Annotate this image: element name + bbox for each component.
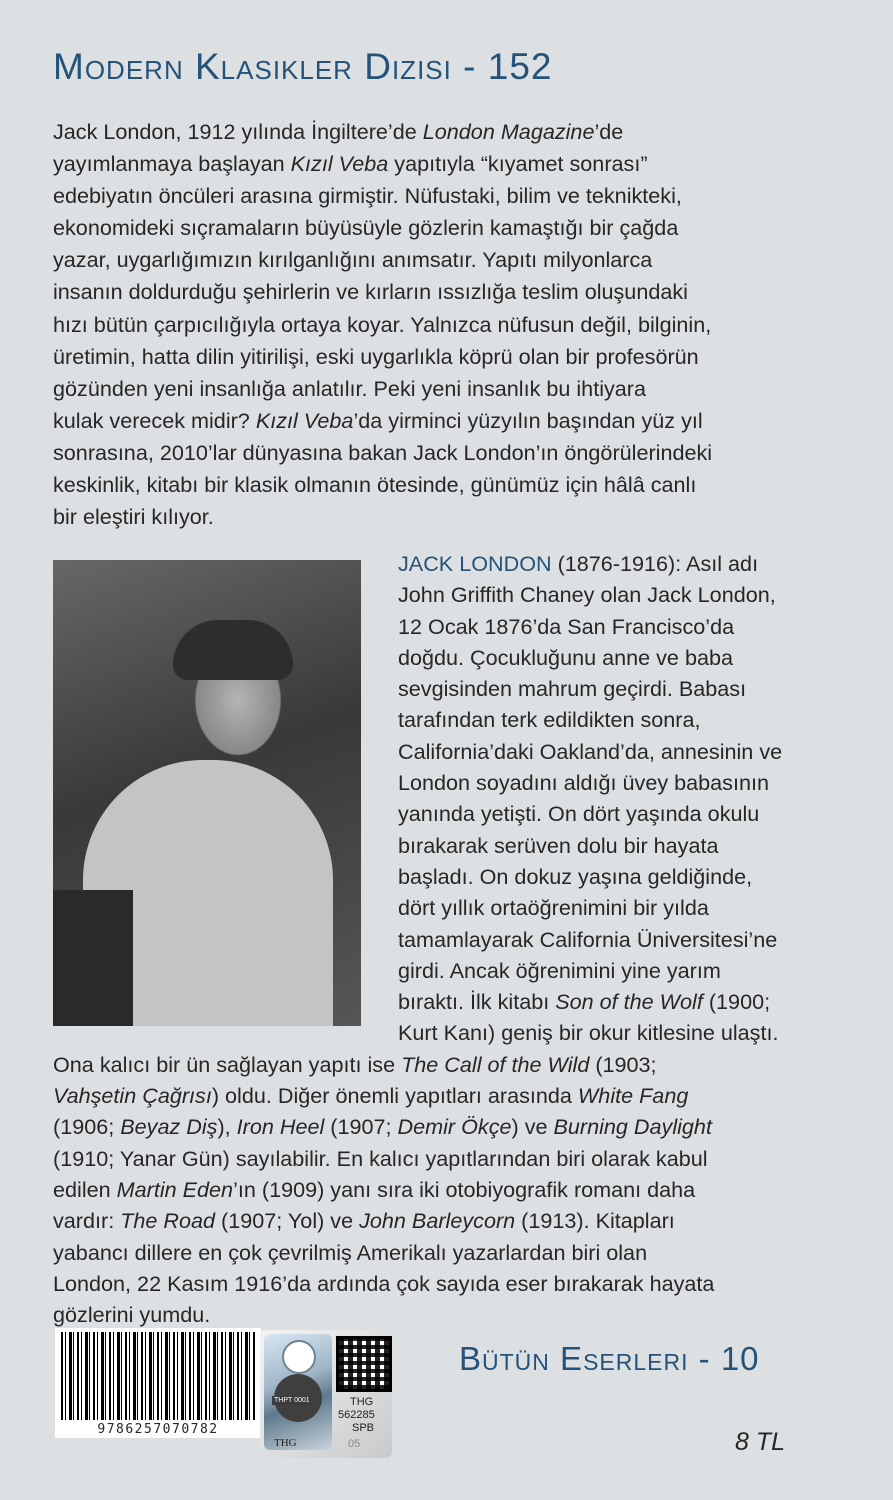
book-title: The Call of the Wild	[401, 1051, 590, 1077]
book-title: White Fang	[577, 1083, 689, 1109]
bio-line	[53, 548, 873, 579]
barcode-bars	[61, 1332, 255, 1420]
text-segment: (1913). Kitapları	[515, 1208, 675, 1234]
bio-line	[53, 1237, 873, 1268]
bio-line	[53, 986, 873, 1017]
text-segment: bıraktı. İlk kitabı	[398, 989, 556, 1015]
series-title: Modern Klasikler Dizisi - 152	[53, 46, 553, 87]
book-title: Vahşetin Çağrısı	[53, 1083, 212, 1109]
bio-line	[53, 955, 873, 986]
text-segment: (1907; Yol) ve	[215, 1208, 360, 1234]
text-segment: ekonomideki sıçramaların büyüsüyle gözlerin kamaştığı bir çağda	[53, 215, 679, 241]
text-segment: başladı. On dokuz yaşına geldiğinde,	[398, 863, 753, 889]
text-segment: insanın doldurduğu şehirlerin ve kırların ıssızlığa teslim oluşundaki	[53, 279, 688, 305]
book-title: Demir Ökçe	[397, 1114, 512, 1140]
text-segment: sevgisinden mahrum geçirdi. Babası	[398, 676, 747, 702]
text-segment: edebiyatın öncüleri arasına girmiştir. Nüfustaki, bilim ve teknikteki,	[53, 183, 682, 209]
book-title: Kızıl Veba	[255, 407, 354, 433]
text-segment: hızı bütün çarpıcılığıyla ortaya koyar. Yalnızca nüfusun değil, bilginin,	[53, 311, 712, 337]
bio-line	[53, 1049, 873, 1080]
text-segment: tamamlayarak California Üniversitesi’ne	[398, 926, 778, 952]
bio-line	[53, 892, 873, 923]
bio-line	[53, 767, 873, 798]
barcode	[55, 1328, 261, 1438]
text-segment: ’da yirminci yüzyılın başından yüz yıl	[353, 407, 703, 433]
blurb-line	[53, 116, 873, 148]
text-segment: London soyadını aldığı üvey babasının	[398, 770, 769, 796]
sticker-code-4: THG	[274, 1437, 297, 1449]
blurb-line	[53, 373, 873, 405]
bio-line	[53, 1299, 873, 1330]
blurb-line	[53, 437, 873, 469]
text-segment: dört yıllık ortaöğrenimini bir yılda	[398, 895, 709, 921]
book-title: The Road	[120, 1208, 216, 1234]
complete-works-title: Bütün Eserleri - 10	[459, 1340, 760, 1377]
text-segment: Ona kalıcı bir ün sağlayan yapıtı ise	[53, 1051, 402, 1077]
text-segment: 12 Ocak 1876’da San Francisco’da	[398, 613, 735, 639]
text-segment: yanında yetişti. On dört yaşında okulu	[398, 801, 760, 827]
book-title: Kızıl Veba	[290, 151, 389, 177]
blurb-line	[53, 405, 873, 437]
text-segment: (1906;	[53, 1114, 121, 1140]
text-segment: (1900;	[702, 989, 771, 1015]
text-segment: ),	[217, 1114, 237, 1140]
text-segment: doğdu. Çocukluğunu anne ve baba	[398, 644, 733, 670]
text-segment: California’daki Oakland’da, annesinin ve	[398, 738, 783, 764]
text-segment: tarafından terk edildikten sonra,	[398, 707, 701, 733]
text-segment: gözlerini yumdu.	[53, 1302, 211, 1328]
text-segment: kulak verecek midir?	[53, 407, 256, 433]
text-segment: yazar, uygarlığımızın kırılganlığını anımsatır. Yapıtı milyonlarca	[53, 247, 653, 273]
author-name: JACK LONDON	[398, 551, 552, 576]
bio-line	[53, 924, 873, 955]
bio-line	[53, 798, 873, 829]
sticker-code-2: 562285	[338, 1409, 375, 1421]
barcode-number: 9786257070782	[97, 1422, 219, 1437]
blurb-line	[53, 212, 873, 244]
blurb-line	[53, 244, 873, 276]
hologram-code: THPT 0001	[274, 1397, 310, 1404]
blurb-line	[53, 501, 873, 533]
bio-line	[53, 1080, 873, 1111]
bio-line	[53, 1111, 873, 1142]
text-segment: yabancı dillere en çok çevrilmiş Amerikalı yazarlardan biri olan	[53, 1239, 648, 1265]
bandrol-sticker	[260, 1330, 392, 1458]
bio-line	[53, 1268, 873, 1299]
blurb-line	[53, 469, 873, 501]
book-title: John Barleycorn	[359, 1208, 516, 1234]
book-title: Beyaz Diş	[120, 1114, 218, 1140]
sticker-code-1: THG	[350, 1396, 374, 1408]
ministry-emblem-icon	[282, 1340, 316, 1374]
text-segment: London, 22 Kasım 1916’da ardında çok sayıda eser bırakarak hayata	[53, 1270, 715, 1296]
text-segment: vardır:	[53, 1208, 121, 1234]
text-segment: (1903;	[589, 1051, 657, 1077]
text-segment: ’ın (1909) yanı sıra iki otobiyografik romanı daha	[233, 1176, 696, 1202]
text-segment: Jack London, 1912 yılında İngiltere’de	[53, 119, 423, 144]
hologram	[264, 1334, 332, 1450]
text-segment: ’de	[594, 119, 624, 144]
blurb-line	[53, 148, 873, 180]
text-segment: John Griffith Chaney olan Jack London,	[398, 582, 776, 608]
text-segment: gözünden yeni insanlığa anlatılır. Peki yeni insanlık bu ihtiyara	[53, 375, 646, 401]
bio-line	[53, 1143, 873, 1174]
text-segment: bir eleştiri kılıyor.	[53, 504, 214, 530]
bio-line	[53, 1017, 873, 1048]
blurb-line	[53, 341, 873, 373]
text-segment: (1910; Yanar Gün) sayılabilir. En kalıcı yapıtlarından biri olarak kabul	[53, 1145, 708, 1171]
book-title: London Magazine	[422, 119, 595, 144]
bio-line	[53, 861, 873, 892]
text-segment: ) oldu. Diğer önemli yapıtları arasında	[211, 1083, 578, 1109]
bio-line	[53, 642, 873, 673]
bio-line	[53, 673, 873, 704]
text-segment: üretimin, hatta dilin yitirilişi, eski uygarlıkla köprü olan bir profesörün	[53, 343, 699, 369]
price: 8 TL	[735, 1428, 786, 1456]
text-segment: (1907;	[324, 1114, 398, 1140]
text-segment: edilen	[53, 1176, 117, 1202]
bio-line	[53, 704, 873, 735]
text-segment: Kurt Kanı) geniş bir okur kitlesine ulaştı.	[398, 1020, 779, 1046]
blurb-line	[53, 180, 873, 212]
sticker-code-5: 05	[348, 1438, 361, 1450]
text-segment: keskinlik, kitabı bir klasik olmanın ötesinde, günümüz için hâlâ canlı	[53, 472, 697, 498]
sticker-code-3: SPB	[352, 1422, 375, 1434]
bio-line	[53, 1174, 873, 1205]
book-title: Burning Daylight	[553, 1114, 712, 1140]
bio-line	[53, 736, 873, 767]
bio-line	[53, 1205, 873, 1236]
book-title: Martin Eden	[116, 1176, 234, 1202]
text-segment: sonrasına, 2010’lar dünyasına bakan Jack London’ın öngörülerindeki	[53, 439, 713, 465]
text-segment: (1876-1916): Asıl adı	[551, 551, 759, 576]
bio-line	[53, 611, 873, 642]
text-segment: girdi. Ancak öğrenimini yine yarım	[398, 957, 721, 983]
book-title: Son of the Wolf	[555, 989, 703, 1015]
text-segment: ) ve	[511, 1114, 554, 1140]
blurb-line	[53, 276, 873, 308]
text-segment: bırakarak serüven dolu bir hayata	[398, 832, 719, 858]
text-segment: yapıtıyla “kıyamet sonrası”	[388, 151, 648, 177]
qr-code-icon	[336, 1336, 392, 1392]
book-title: Iron Heel	[236, 1114, 325, 1140]
blurb	[53, 116, 873, 533]
blurb-line	[53, 309, 873, 341]
author-bio	[53, 548, 873, 1330]
bio-line	[53, 830, 873, 861]
bio-line	[53, 579, 873, 610]
text-segment: yayımlanmaya başlayan	[53, 151, 291, 177]
